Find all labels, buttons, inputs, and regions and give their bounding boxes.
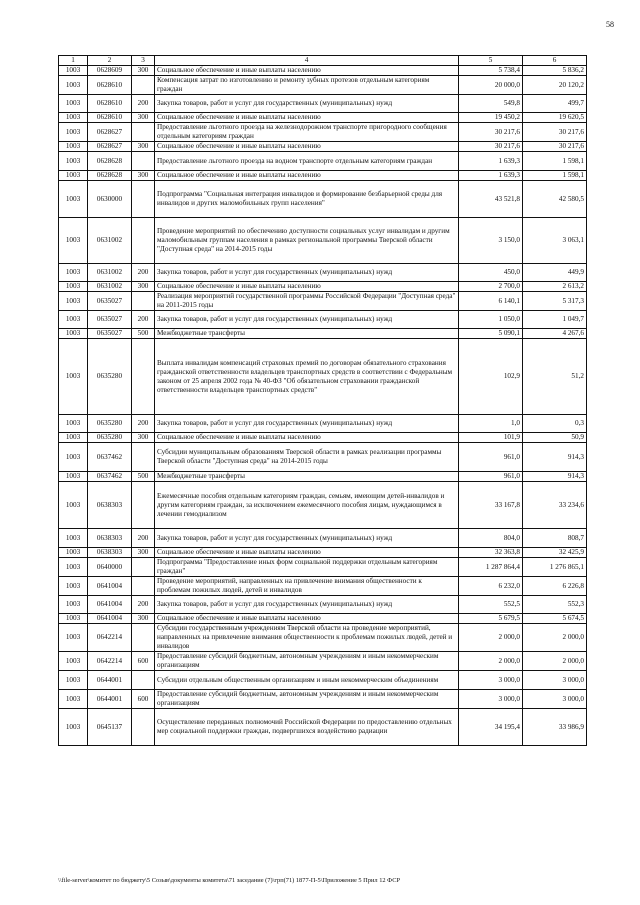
table-row [59,142,587,152]
cell-target-code: 0635027 [88,329,132,339]
table-row [59,433,587,443]
cell-amount-planned: 2 000,0 [459,652,523,671]
cell-expense-type: 200 [132,95,155,113]
cell-amount-actual: 2 000,0 [523,652,587,671]
cell-description: Социальное обеспечение и иные выплаты населению [155,66,459,76]
cell-amount-planned: 1 287 864,4 [459,558,523,577]
cell-region-code: 1003 [59,218,88,264]
cell-region-code: 1003 [59,123,88,142]
cell-description: Социальное обеспечение и иные выплаты населению [155,171,459,181]
cell-region-code: 1003 [59,142,88,152]
table-row [59,339,587,415]
cell-target-code: 0641004 [88,596,132,614]
cell-amount-planned: 450,0 [459,264,523,282]
cell-amount-actual: 1 049,7 [523,311,587,329]
cell-expense-type: 500 [132,329,155,339]
cell-target-code: 0644001 [88,690,132,709]
cell-region-code: 1003 [59,282,88,292]
header-row [59,56,587,66]
cell-expense-type: 300 [132,66,155,76]
cell-description: Межбюджетные трансферты [155,329,459,339]
cell-target-code: 0644001 [88,671,132,690]
table-row [59,472,587,482]
table-row [59,329,587,339]
cell-amount-actual: 6 226,8 [523,577,587,596]
column-header-amount-actual: 6 [523,56,587,66]
cell-description: Предоставление льготного проезда на водном транспорте отдельным категориям граждан [155,152,459,171]
cell-expense-type [132,624,155,652]
cell-target-code: 0640000 [88,558,132,577]
cell-amount-actual: 33 986,9 [523,709,587,746]
cell-expense-type [132,671,155,690]
cell-amount-planned: 19 450,2 [459,113,523,123]
cell-region-code: 1003 [59,443,88,472]
cell-amount-actual: 30 217,6 [523,123,587,142]
table-row [59,709,587,746]
table-row [59,218,587,264]
cell-target-code: 0635027 [88,292,132,311]
cell-description: Социальное обеспечение и иные выплаты населению [155,433,459,443]
cell-amount-actual: 32 425,9 [523,548,587,558]
cell-description: Закупка товаров, работ и услуг для государственных (муниципальных) нужд [155,529,459,548]
cell-amount-actual: 808,7 [523,529,587,548]
cell-target-code: 0635280 [88,433,132,443]
cell-amount-actual: 0,3 [523,415,587,433]
cell-expense-type [132,292,155,311]
cell-region-code: 1003 [59,171,88,181]
cell-amount-planned: 101,9 [459,433,523,443]
cell-expense-type: 200 [132,596,155,614]
cell-expense-type: 300 [132,142,155,152]
cell-amount-actual: 552,3 [523,596,587,614]
cell-expense-type: 300 [132,282,155,292]
cell-region-code: 1003 [59,709,88,746]
cell-amount-actual: 5 674,5 [523,614,587,624]
cell-region-code: 1003 [59,264,88,282]
cell-target-code: 0635027 [88,311,132,329]
cell-amount-planned: 2 700,0 [459,282,523,292]
cell-amount-planned: 5 090,1 [459,329,523,339]
table-row [59,66,587,76]
cell-amount-planned: 30 217,6 [459,123,523,142]
cell-expense-type: 500 [132,472,155,482]
cell-expense-type: 300 [132,171,155,181]
cell-expense-type [132,76,155,95]
cell-description: Предоставление субсидий бюджетным, автономным учреждениям и иным некоммерческим организациям [155,690,459,709]
cell-description: Выплата инвалидам компенсаций страховых премий по договорам обязательного страхования гражданской ответственности владельцев транспортных средств в соответствии с Федеральным законом от 25 апреля 2002 года № 40-ФЗ "Об обязательном страховании гражданской ответственности владельцев транспортных средств" [155,339,459,415]
cell-expense-type [132,709,155,746]
cell-amount-actual: 914,3 [523,472,587,482]
cell-amount-actual: 3 000,0 [523,671,587,690]
cell-amount-planned: 2 000,0 [459,624,523,652]
cell-region-code: 1003 [59,548,88,558]
cell-amount-planned: 3 150,0 [459,218,523,264]
cell-region-code: 1003 [59,624,88,652]
cell-description: Подпрограмма "Предоставление иных форм социальной поддержки отдельным категориям граждан" [155,558,459,577]
cell-expense-type: 600 [132,690,155,709]
cell-region-code: 1003 [59,529,88,548]
table-row [59,614,587,624]
cell-region-code: 1003 [59,329,88,339]
cell-target-code: 0628627 [88,142,132,152]
cell-description: Межбюджетные трансферты [155,472,459,482]
cell-amount-planned: 32 363,8 [459,548,523,558]
cell-target-code: 0628627 [88,123,132,142]
cell-amount-planned: 549,8 [459,95,523,113]
table-row [59,529,587,548]
cell-amount-actual: 1 276 865,1 [523,558,587,577]
cell-target-code: 0638303 [88,529,132,548]
table-row [59,624,587,652]
table-row [59,171,587,181]
cell-target-code: 0637462 [88,443,132,472]
table-row [59,443,587,472]
cell-region-code: 1003 [59,311,88,329]
cell-target-code: 0628610 [88,76,132,95]
column-header-target-code: 2 [88,56,132,66]
cell-amount-actual: 3 000,0 [523,690,587,709]
cell-region-code: 1003 [59,652,88,671]
cell-expense-type [132,443,155,472]
cell-amount-planned: 20 000,0 [459,76,523,95]
cell-amount-planned: 5 738,4 [459,66,523,76]
cell-target-code: 0638303 [88,548,132,558]
cell-target-code: 0635280 [88,415,132,433]
table-row [59,282,587,292]
cell-expense-type: 200 [132,415,155,433]
cell-target-code: 0631002 [88,218,132,264]
cell-description: Социальное обеспечение и иные выплаты населению [155,142,459,152]
cell-description: Социальное обеспечение и иные выплаты населению [155,614,459,624]
cell-amount-actual: 50,9 [523,433,587,443]
cell-amount-actual: 5 317,3 [523,292,587,311]
cell-expense-type [132,123,155,142]
cell-target-code: 0641004 [88,614,132,624]
cell-target-code: 0645137 [88,709,132,746]
cell-target-code: 0641004 [88,577,132,596]
table-row [59,76,587,95]
table-row [59,292,587,311]
cell-amount-planned: 43 521,8 [459,181,523,218]
cell-expense-type [132,577,155,596]
cell-amount-planned: 1 639,3 [459,152,523,171]
table-row [59,548,587,558]
cell-amount-planned: 3 000,0 [459,690,523,709]
cell-amount-actual: 1 598,1 [523,171,587,181]
cell-amount-actual: 449,9 [523,264,587,282]
cell-description: Предоставление субсидий бюджетным, автономным учреждениям и иным некоммерческим организациям [155,652,459,671]
cell-description: Социальное обеспечение и иные выплаты населению [155,548,459,558]
cell-amount-planned: 1 639,3 [459,171,523,181]
table-row [59,152,587,171]
table-row [59,181,587,218]
cell-description: Закупка товаров, работ и услуг для государственных (муниципальных) нужд [155,264,459,282]
cell-expense-type: 200 [132,311,155,329]
cell-amount-actual: 33 234,6 [523,482,587,529]
cell-amount-actual: 51,2 [523,339,587,415]
table-row [59,652,587,671]
cell-description: Закупка товаров, работ и услуг для государственных (муниципальных) нужд [155,415,459,433]
cell-target-code: 0635280 [88,339,132,415]
cell-description: Субсидии отдельным общественным организациям и иным некоммерческим объединениям [155,671,459,690]
cell-region-code: 1003 [59,339,88,415]
cell-target-code: 0631002 [88,264,132,282]
table-row [59,415,587,433]
cell-region-code: 1003 [59,76,88,95]
cell-target-code: 0628628 [88,171,132,181]
cell-region-code: 1003 [59,690,88,709]
cell-amount-actual: 499,7 [523,95,587,113]
cell-region-code: 1003 [59,614,88,624]
cell-amount-actual: 2 613,2 [523,282,587,292]
table-row [59,95,587,113]
cell-region-code: 1003 [59,113,88,123]
column-header-expense-type: 3 [132,56,155,66]
cell-region-code: 1003 [59,482,88,529]
table-row [59,577,587,596]
cell-target-code: 0630000 [88,181,132,218]
cell-expense-type [132,482,155,529]
column-header-description: 4 [155,56,459,66]
cell-expense-type [132,558,155,577]
table-row [59,123,587,142]
table-body [59,66,587,746]
cell-amount-planned: 1,0 [459,415,523,433]
table-row [59,482,587,529]
cell-target-code: 0637462 [88,472,132,482]
cell-region-code: 1003 [59,292,88,311]
cell-target-code: 0631002 [88,282,132,292]
cell-expense-type: 300 [132,113,155,123]
cell-description: Закупка товаров, работ и услуг для государственных (муниципальных) нужд [155,95,459,113]
cell-amount-planned: 1 050,0 [459,311,523,329]
cell-amount-planned: 804,0 [459,529,523,548]
cell-amount-planned: 33 167,8 [459,482,523,529]
cell-expense-type: 300 [132,614,155,624]
cell-description: Субсидии муниципальным образованиям Тверской области в рамках реализации программы Тверской области "Доступная среда" на 2014-2015 годы [155,443,459,472]
cell-amount-actual: 3 063,1 [523,218,587,264]
table-row [59,311,587,329]
cell-target-code: 0642214 [88,624,132,652]
cell-amount-planned: 552,5 [459,596,523,614]
cell-amount-planned: 6 140,1 [459,292,523,311]
cell-amount-planned: 6 232,0 [459,577,523,596]
column-header-amount-planned: 5 [459,56,523,66]
cell-expense-type [132,181,155,218]
cell-description: Компенсация затрат по изготовлению и ремонту зубных протезов отдельным категориям граждан [155,76,459,95]
cell-region-code: 1003 [59,472,88,482]
cell-expense-type [132,218,155,264]
cell-amount-planned: 961,0 [459,443,523,472]
cell-description: Социальное обеспечение и иные выплаты населению [155,113,459,123]
cell-target-code: 0642214 [88,652,132,671]
cell-target-code: 0628610 [88,113,132,123]
cell-expense-type: 600 [132,652,155,671]
cell-region-code: 1003 [59,671,88,690]
cell-region-code: 1003 [59,415,88,433]
cell-region-code: 1003 [59,558,88,577]
cell-region-code: 1003 [59,596,88,614]
cell-region-code: 1003 [59,577,88,596]
table-row [59,558,587,577]
cell-amount-planned: 34 195,4 [459,709,523,746]
cell-target-code: 0638303 [88,482,132,529]
page-number: 58 [606,20,614,29]
cell-amount-actual: 5 836,2 [523,66,587,76]
cell-amount-planned: 102,9 [459,339,523,415]
cell-amount-actual: 4 267,6 [523,329,587,339]
cell-amount-actual: 2 000,0 [523,624,587,652]
cell-amount-actual: 42 580,5 [523,181,587,218]
cell-amount-planned: 3 000,0 [459,671,523,690]
cell-amount-planned: 961,0 [459,472,523,482]
footer-path: \\file-server\комитет по бюджету\5 Созыв\документы комитета\71 заседание (7)\грп(71) 1877-П-5\Приложение 5 Прил 12 ФСР [58,877,401,884]
cell-region-code: 1003 [59,95,88,113]
cell-description: Проведение мероприятий по обеспечению доступности социальных услуг инвалидам и другим маломобильным группам населения в рамках региональной программы Тверской области "Доступная среда" на 2014-2015 годы [155,218,459,264]
cell-expense-type: 200 [132,264,155,282]
cell-description: Закупка товаров, работ и услуг для государственных (муниципальных) нужд [155,596,459,614]
cell-amount-actual: 19 620,5 [523,113,587,123]
cell-description: Проведение мероприятий, направленных на привлечение внимания общественности к проблемам пожилых людей, детей и инвалидов [155,577,459,596]
cell-expense-type: 300 [132,433,155,443]
cell-amount-actual: 914,3 [523,443,587,472]
cell-amount-planned: 30 217,6 [459,142,523,152]
cell-region-code: 1003 [59,433,88,443]
cell-region-code: 1003 [59,66,88,76]
cell-amount-planned: 5 679,5 [459,614,523,624]
cell-description: Подпрограмма "Социальная интеграция инвалидов и формирование безбарьерной среды для инвалидов и других маломобильных групп населения" [155,181,459,218]
cell-target-code: 0628610 [88,95,132,113]
column-header-region-code: 1 [59,56,88,66]
cell-description: Социальное обеспечение и иные выплаты населению [155,282,459,292]
table-row [59,264,587,282]
cell-description: Закупка товаров, работ и услуг для государственных (муниципальных) нужд [155,311,459,329]
cell-amount-actual: 20 120,2 [523,76,587,95]
cell-amount-actual: 1 598,1 [523,152,587,171]
cell-description: Осуществление переданных полномочий Российской Федерации по предоставлению отдельных мер социальной поддержки граждан, подвергшихся воздействию радиации [155,709,459,746]
budget-table [58,55,587,746]
table-row [59,690,587,709]
table-row [59,671,587,690]
cell-expense-type: 300 [132,548,155,558]
cell-target-code: 0628628 [88,152,132,171]
cell-expense-type [132,339,155,415]
table-row [59,113,587,123]
cell-description: Предоставление льготного проезда на железнодорожном транспорте пригородного сообщения отдельным категориям граждан [155,123,459,142]
cell-description: Субсидии государственным учреждениям Тверской области на проведение мероприятий, направленных на привлечение внимания общественности к проблемам пожилых людей, детей и инвалидов [155,624,459,652]
cell-region-code: 1003 [59,181,88,218]
cell-description: Ежемесячные пособия отдельным категориям граждан, семьям, имеющим детей-инвалидов и другим категориям граждан, за исключением ежемесячного пособия лицам, нуждающимся в лечении гемодиализом [155,482,459,529]
cell-expense-type [132,152,155,171]
cell-amount-actual: 30 217,6 [523,142,587,152]
cell-description: Реализация мероприятий государственной программы Российской Федерации "Доступная среда" на 2011-2015 годы [155,292,459,311]
cell-region-code: 1003 [59,152,88,171]
table-row [59,596,587,614]
cell-expense-type: 200 [132,529,155,548]
cell-target-code: 0628609 [88,66,132,76]
